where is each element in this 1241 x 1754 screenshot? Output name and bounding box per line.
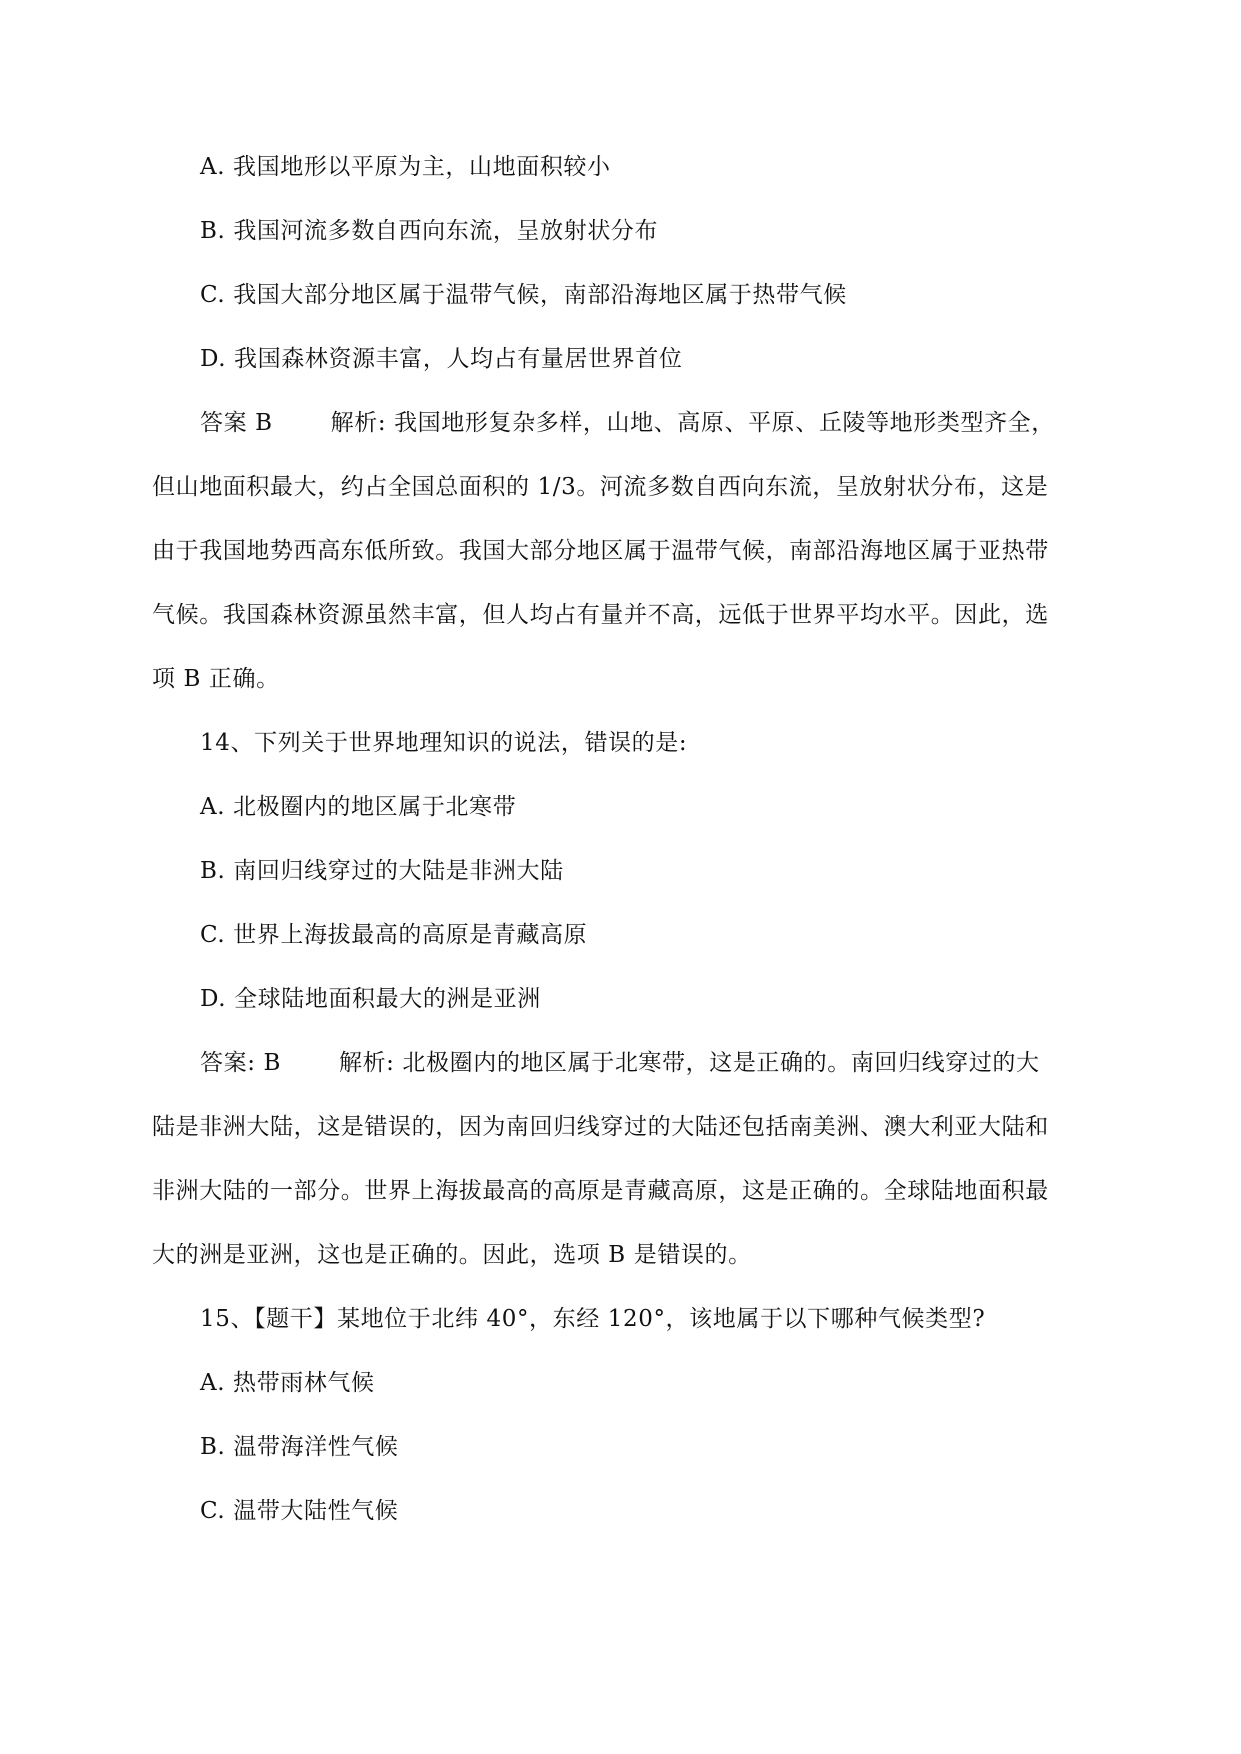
q13-analysis-line-2: 但山地面积最大，约占全国总面积的 1/3。河流多数自西向东流，呈放射状分布，这是 bbox=[152, 474, 1049, 500]
q13-option-b: B. 我国河流多数自西向东流，呈放射状分布 bbox=[200, 218, 659, 244]
q14-option-a: A. 北极圈内的地区属于北寒带 bbox=[200, 794, 517, 820]
q14-answer-label: 答案: B bbox=[200, 1050, 281, 1076]
q13-analysis-line-3: 由于我国地势西高东低所致。我国大部分地区属于温带气候，南部沿海地区属于亚热带 bbox=[152, 538, 1049, 564]
q14-option-d: D. 全球陆地面积最大的洲是亚洲 bbox=[200, 986, 541, 1012]
q15-option-b: B. 温带海洋性气候 bbox=[200, 1434, 399, 1460]
q14-analysis-line-3: 非洲大陆的一部分。世界上海拔最高的高原是青藏高原，这是正确的。全球陆地面积最 bbox=[152, 1178, 1049, 1204]
q14-analysis-line-4: 大的洲是亚洲，这也是正确的。因此，选项 B 是错误的。 bbox=[152, 1242, 752, 1268]
q15-option-a: A. 热带雨林气候 bbox=[200, 1370, 375, 1396]
q13-option-d: D. 我国森林资源丰富，人均占有量居世界首位 bbox=[200, 346, 683, 372]
q13-analysis-line-4: 气候。我国森林资源虽然丰富，但人均占有量并不高，远低于世界平均水平。因此，选 bbox=[152, 602, 1049, 628]
q14-analysis-line-2: 陆是非洲大陆，这是错误的，因为南回归线穿过的大陆还包括南美洲、澳大利亚大陆和 bbox=[152, 1114, 1049, 1140]
q14-stem: 14、下列关于世界地理知识的说法，错误的是: bbox=[200, 730, 688, 756]
q13-option-a: A. 我国地形以平原为主，山地面积较小 bbox=[200, 154, 611, 180]
q14-analysis-line-1: 解析: 北极圈内的地区属于北寒带，这是正确的。南回归线穿过的大 bbox=[338, 1050, 1040, 1076]
q13-option-c: C. 我国大部分地区属于温带气候，南部沿海地区属于热带气候 bbox=[200, 282, 847, 308]
q13-analysis-line-1: 解析: 我国地形复杂多样，山地、高原、平原、丘陵等地形类型齐全， bbox=[330, 410, 1055, 436]
q14-option-b: B. 南回归线穿过的大陆是非洲大陆 bbox=[200, 858, 564, 884]
q14-answer-line bbox=[200, 1048, 1040, 1078]
q13-answer-line bbox=[200, 408, 1055, 438]
q13-answer-label: 答案 B bbox=[200, 410, 273, 436]
q13-analysis-line-5: 项 B 正确。 bbox=[152, 666, 280, 692]
q15-stem: 15、【题干】某地位于北纬 40°，东经 120°，该地属于以下哪种气候类型? bbox=[200, 1306, 986, 1332]
q15-option-c: C. 温带大陆性气候 bbox=[200, 1498, 399, 1524]
q14-option-c: C. 世界上海拔最高的高原是青藏高原 bbox=[200, 922, 588, 948]
